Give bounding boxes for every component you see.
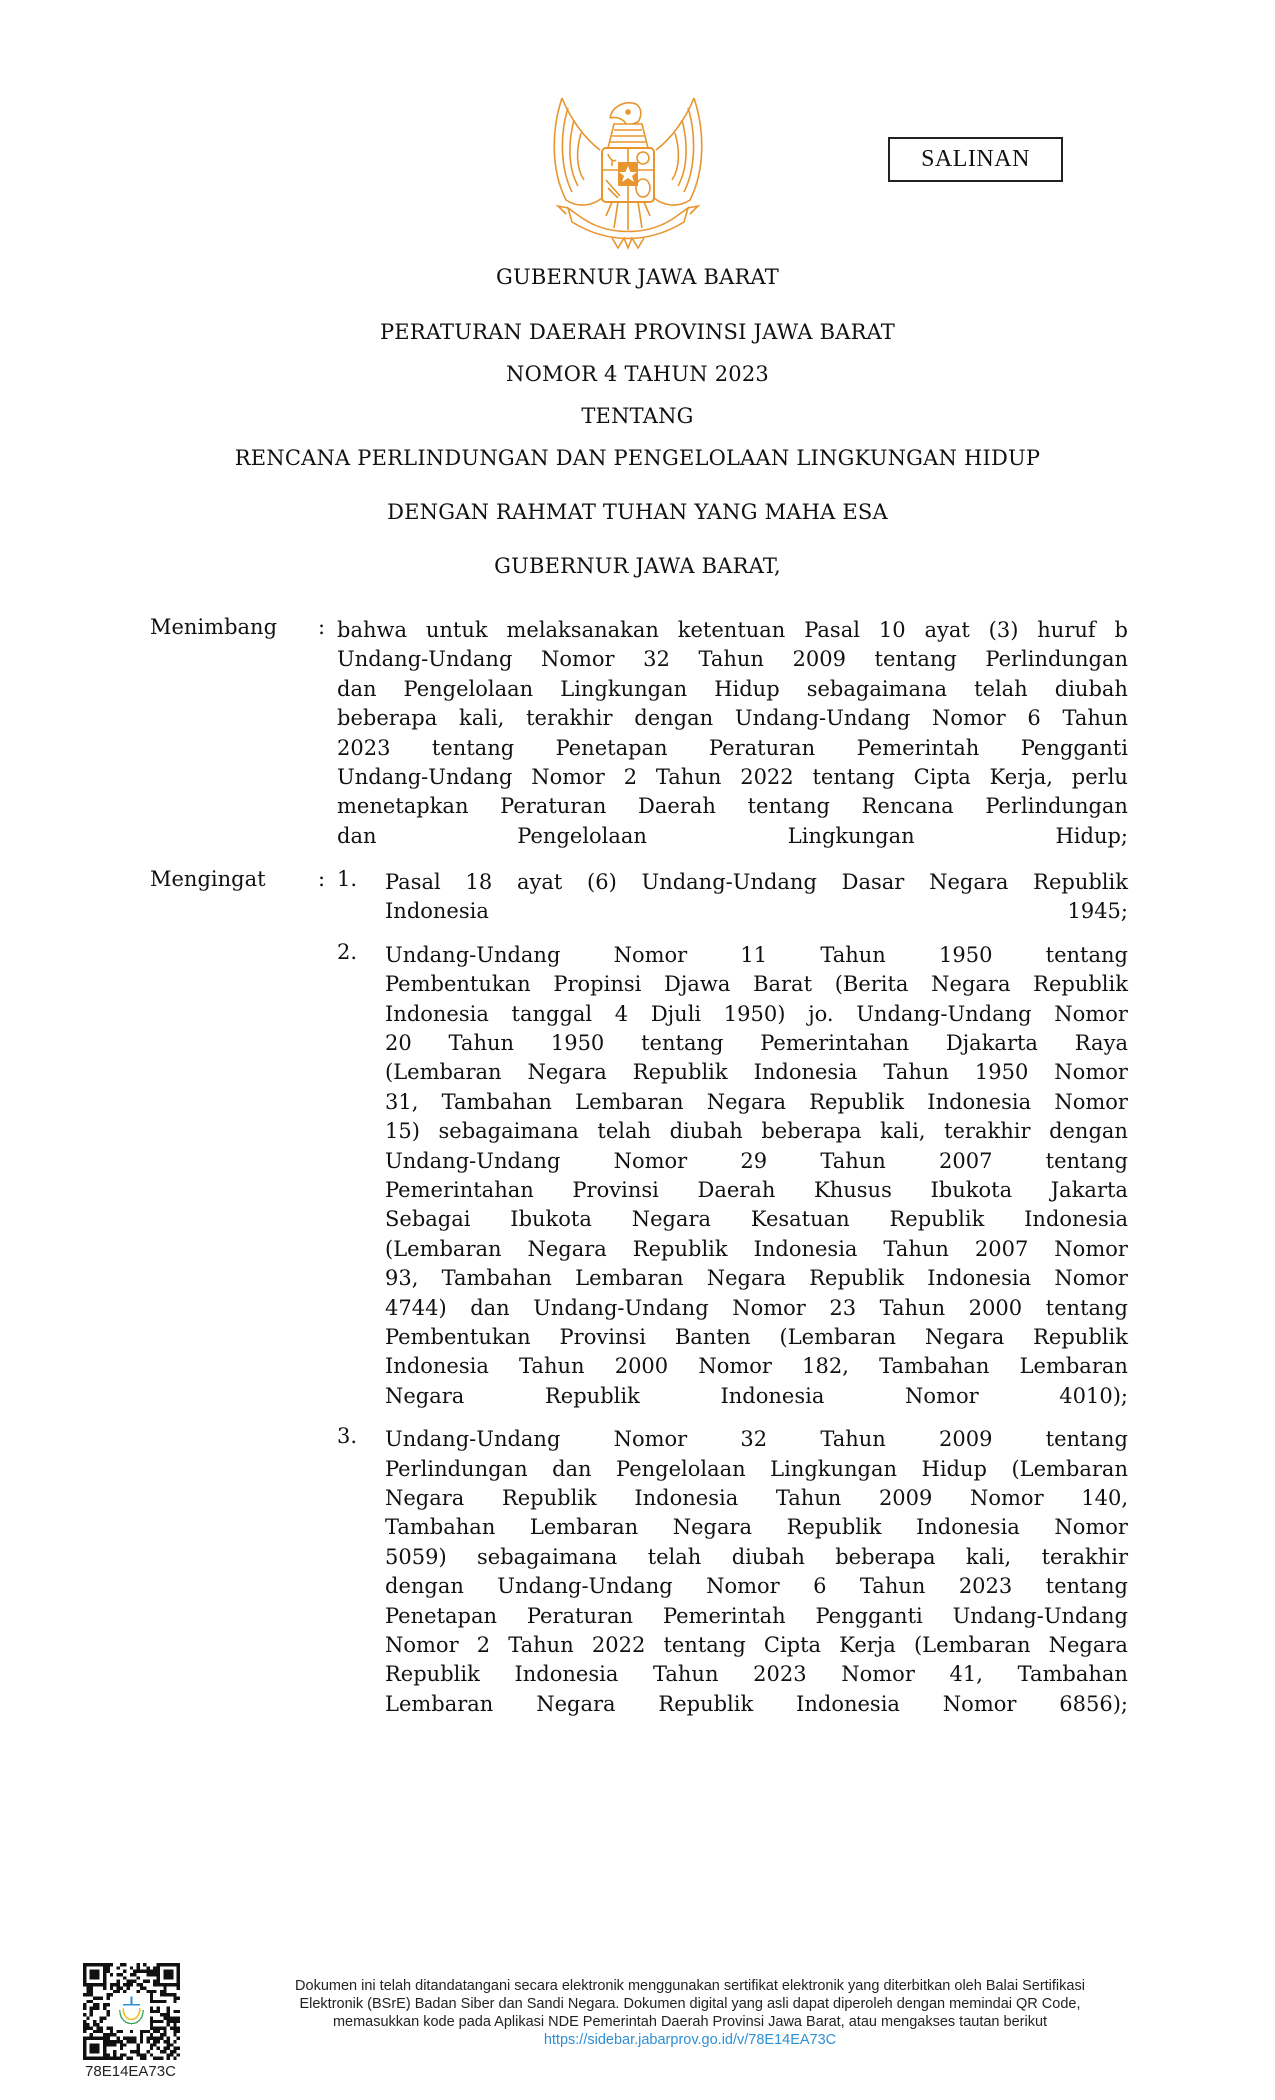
footer-note-line-2: Elektronik (BSrE) Badan Siber dan Sandi Negara. Dokumen digital yang asli dapat diperoleh dengan memindai QR Code, [299,1996,1081,2012]
body-text-line: Undang-Undang Nomor 32 Tahun 2009 tentang Perlindungan [337,647,1128,672]
body-text-line: Penetapan Peraturan Pemerintah Pengganti Undang-Undang [385,1603,1128,1628]
salinan-label: SALINAN [921,146,1030,172]
body-text-line: Pasal 18 ayat (6) Undang-Undang Dasar Negara Republik [385,870,1128,894]
body-text-line: dengan Undang-Undang Nomor 6 Tahun 2023 tentang [385,1574,1128,1599]
footer-note-line-3: memasukkan kode pada Aplikasi NDE Pemerintah Daerah Provinsi Jawa Barat, atau mengakses tautan berikut [332,2014,1048,2030]
body-text-line: Undang-Undang Nomor 11 Tahun 1950 tentang [385,942,1128,967]
body-text-line: Negara Republik Indonesia Tahun 2009 Nomor 140, [385,1486,1128,1510]
menimbang-colon: : [318,615,326,639]
body-text-line: Pembentukan Propinsi Djawa Barat (Berita Negara Republik [385,972,1128,997]
body-text-line: Indonesia tanggal 4 Djuli 1950) jo. Undang-Undang Nomor [385,1001,1128,1026]
body-text-line: Pembentukan Provinsi Banten (Lembaran Negara Republik [385,1325,1128,1349]
body-text-line: menetapkan Peraturan Daerah tentang Rencana Perlindungan [337,794,1128,819]
regulation-number: NOMOR 4 TAHUN 2023 [506,362,769,386]
mengingat-colon: : [318,867,326,891]
garuda-emblem-icon [548,88,708,253]
menimbang-label: Menimbang [150,615,278,639]
body-text-line: Tambahan Lembaran Negara Republik Indonesia Nomor [385,1515,1128,1540]
body-text-line: Perlindungan dan Pengelolaan Lingkungan Hidup (Lembaran [385,1456,1128,1481]
body-text-line: Indonesia 1945; [385,899,1128,924]
body-text-line: 31, Tambahan Lembaran Negara Republik Indonesia Nomor [385,1089,1128,1114]
body-text-line: Undang-Undang Nomor 2 Tahun 2022 tentang Cipta Kerja, perlu [337,765,1128,789]
list-item-number: 3. [337,1424,358,1449]
list-item-number: 2. [337,939,358,964]
body-text-line: 93, Tambahan Lembaran Negara Republik Indonesia Nomor [385,1266,1128,1291]
body-text-line: dan Pengelolaan Lingkungan Hidup; [337,823,1128,848]
body-text-line: Lembaran Negara Republik Indonesia Nomor 6856); [385,1691,1128,1716]
body-text-line: Negara Republik Indonesia Nomor 4010); [385,1383,1128,1408]
body-text-line: (Lembaran Negara Republik Indonesia Tahun 1950 Nomor [385,1060,1128,1085]
body-text-line: Nomor 2 Tahun 2022 tentang Cipta Kerja (Lembaran Negara [385,1633,1128,1657]
body-text-line: Indonesia Tahun 2000 Nomor 182, Tambahan Lembaran [385,1354,1128,1379]
body-text-line: 4744) dan Undang-Undang Nomor 23 Tahun 2000 tentang [385,1295,1128,1320]
body-text-line: Pemerintahan Provinsi Daerah Khusus Ibukota Jakarta [385,1178,1128,1202]
body-text-line: bahwa untuk melaksanakan ketentuan Pasal 10 ayat (3) huruf b [337,618,1128,642]
body-text-line: 2023 tentang Penetapan Peraturan Pemerintah Pengganti [337,735,1128,760]
qr-code-icon[interactable] [83,1963,180,2060]
invocation-heading: DENGAN RAHMAT TUHAN YANG MAHA ESA [387,500,888,524]
body-text-line: Republik Indonesia Tahun 2023 Nomor 41, Tambahan [385,1662,1128,1687]
salinan-stamp [888,137,1063,182]
body-text-line: Undang-Undang Nomor 29 Tahun 2007 tentang [385,1148,1128,1173]
regulation-heading: PERATURAN DAERAH PROVINSI JAWA BARAT [379,320,896,344]
body-text-line: dan Pengelolaan Lingkungan Hidup sebagaimana telah diubah [337,676,1128,701]
body-text-line: 20 Tahun 1950 tentang Pemerintahan Djakarta Raya [385,1031,1128,1055]
body-text-line: Undang-Undang Nomor 32 Tahun 2009 tentang [385,1427,1128,1452]
regulation-title: RENCANA PERLINDUNGAN DAN PENGELOLAAN LINGKUNGAN HIDUP [234,446,1041,470]
footer-note-line-1: Dokumen ini telah ditandatangani secara elektronik menggunakan sertifikat elektronik yang diterbitkan oleh Balai Sertifikasi [295,1978,1085,1994]
body-text-line: beberapa kali, terakhir dengan Undang-Undang Nomor 6 Tahun [337,706,1128,731]
body-text-line: Sebagai Ibukota Negara Kesatuan Republik Indonesia [385,1207,1128,1232]
body-text-line: 15) sebagaimana telah diubah beberapa kali, terakhir dengan [385,1119,1128,1144]
body-text-line: (Lembaran Negara Republik Indonesia Tahun 2007 Nomor [385,1236,1128,1261]
body-text-line: 5059) sebagaimana telah diubah beberapa kali, terakhir [385,1544,1128,1569]
mengingat-label: Mengingat [150,867,266,891]
governor-heading: GUBERNUR JAWA BARAT, [494,554,781,578]
qr-code-label: 78E14EA73C [85,2063,176,2080]
issuer-heading: GUBERNUR JAWA BARAT [496,265,779,289]
list-item-number: 1. [337,867,358,891]
about-heading: TENTANG [581,404,694,428]
verification-link[interactable]: https://sidebar.jabarprov.go.id/v/78E14EA73C [543,2032,837,2048]
